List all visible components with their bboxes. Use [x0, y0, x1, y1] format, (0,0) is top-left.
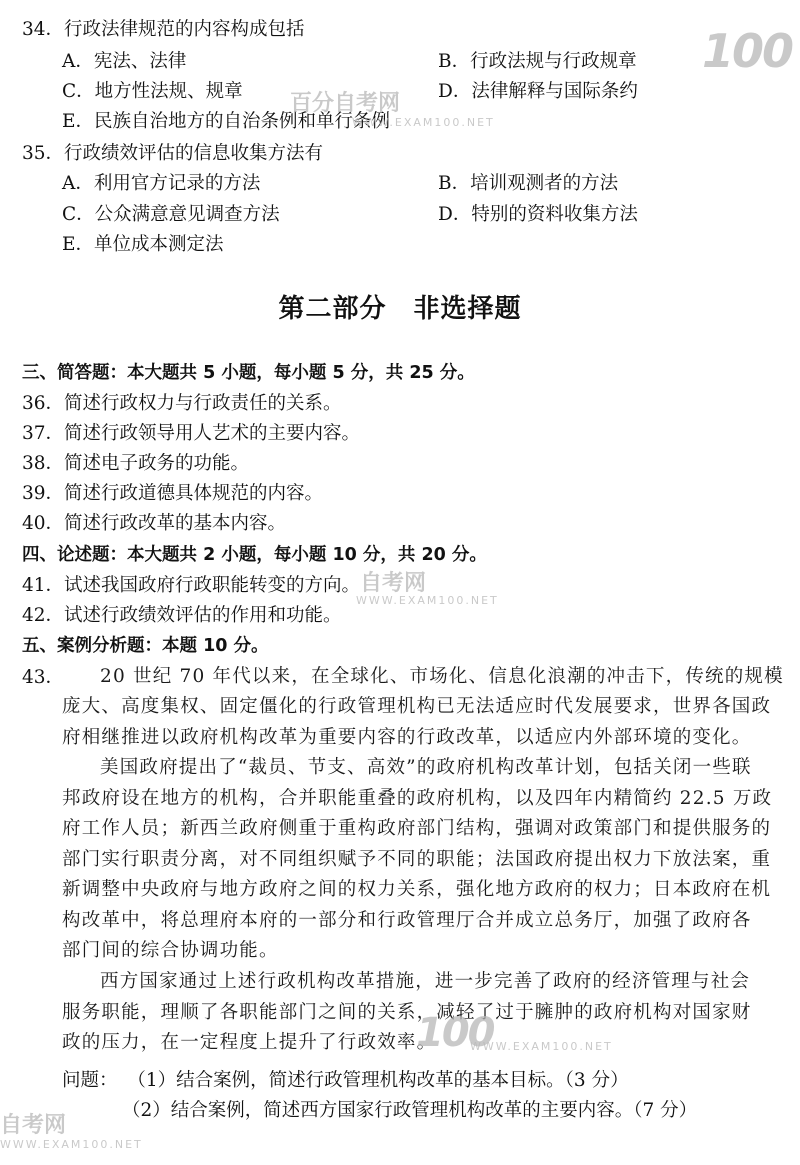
q43-p2-line: 新调整中央政府与地方政府之间的权力关系，强化地方政府的权力；日本政府在机: [62, 879, 772, 900]
q43-paragraph-3: [62, 967, 782, 1059]
q43-p2-line: 美国政府提出了“裁员、节支、高效”的政府机构改革计划，包括关闭一些联: [100, 757, 752, 778]
watermark-url: WWW.EXAM100.NET: [470, 1040, 613, 1053]
q43-paragraph-2: [62, 753, 782, 967]
q43-p1-line: 20 世纪 70 年代以来，在全球化、市场化、信息化浪潮的冲击下，传统的规模: [100, 666, 784, 687]
section4-header: 四、论述题：本大题共 2 小题，每小题 10 分，共 20 分。: [22, 545, 487, 565]
q43-question-label-row: [62, 1069, 629, 1093]
q35-option-a: A．利用官方记录的方法: [62, 173, 261, 194]
q34-option-c: C．地方性法规、规章: [62, 81, 243, 102]
q35-stem: 35．行政绩效评估的信息收集方法有: [22, 143, 324, 164]
q35-option-c: C．公众满意意见调查方法: [62, 204, 280, 225]
watermark-url: WWW.EXAM100.NET: [352, 116, 495, 129]
q43-paragraph-1-cont: [62, 692, 782, 753]
q43-p2-line: 部门间的综合协调功能。: [62, 940, 279, 961]
q42: 42．试述行政绩效评估的作用和功能。: [22, 605, 342, 626]
q43-ask-label: 问题：: [62, 1070, 118, 1091]
watermark-brand-full: 百分自考网: [290, 91, 401, 116]
q37: 37．简述行政领导用人艺术的主要内容。: [22, 423, 361, 444]
q41: 41．试述我国政府行政职能转变的方向。: [22, 575, 361, 596]
q39: 39．简述行政道德具体规范的内容。: [22, 483, 324, 504]
q38: 38．简述电子政务的功能。: [22, 453, 250, 474]
watermark-logo: 100: [416, 1010, 494, 1056]
q43-ask-1: （1）结合案例，简述行政管理机构改革的基本目标。（3 分）: [127, 1070, 629, 1091]
section5-header: 五、案例分析题：本题 10 分。: [22, 636, 269, 656]
q43-p2-line: 部门实行职责分离，对不同组织赋予不同的职能；法国政府提出权力下放法案，重: [62, 848, 772, 870]
q35-option-e: E．单位成本测定法: [62, 234, 224, 255]
q35-option-d: D．特别的资料收集方法: [438, 204, 638, 225]
q36: 36．简述行政权力与行政责任的关系。: [22, 393, 342, 414]
q34-stem: 34．行政法律规范的内容构成包括: [22, 19, 305, 40]
q43-p2-line: 构改革中，将总理府本府的一部分和行政管理厅合并成立总务厅，加强了政府各: [62, 909, 752, 931]
watermark-logo: 100: [702, 24, 793, 78]
watermark-url: WWW.EXAM100.NET: [356, 594, 499, 607]
q34-option-b: B．行政法规与行政规章: [438, 51, 637, 72]
q43-p3-line: 服务职能，理顺了各职能部门之间的关系，减轻了过于臃肿的政府机构对国家财: [62, 1001, 752, 1023]
q43-paragraph-1: [62, 662, 790, 693]
q34-option-e: E．民族自治地方的自治条例和单行条例: [62, 111, 391, 132]
q40: 40．简述行政改革的基本内容。: [22, 513, 287, 534]
q34-option-d: D．法律解释与国际条约: [438, 81, 638, 102]
watermark-brand: 自考网: [0, 1113, 67, 1138]
q35-option-b: B．培训观测者的方法: [438, 173, 619, 194]
q43-number: 43．: [22, 667, 65, 688]
part2-title: 第二部分 非选择题: [278, 294, 522, 324]
q43-p1-line: 庞大、高度集权、固定僵化的行政管理机构已无法适应时代发展要求，世界各国政: [62, 696, 772, 717]
q43-p1-line: 府相继推进以政府机构改革为重要内容的行政改革，以适应内外部环境的变化。: [62, 726, 752, 748]
q34-option-a: A．宪法、法律: [62, 51, 187, 72]
q43-p2-line: 府工作人员；新西兰政府侧重于重构政府部门结构，强调对政策部门和提供服务的: [62, 818, 772, 839]
q43-p3-line: 政的压力，在一定程度上提升了行政效率。: [62, 1032, 437, 1053]
q43-p2-line: 邦政府设在地方的机构，合并职能重叠的政府机构，以及四年内精简约 22.5 万政: [62, 787, 773, 809]
q43-ask-2: （2）结合案例，简述西方国家行政管理机构改革的主要内容。（7 分）: [122, 1100, 698, 1121]
watermark-url: WWW.EXAM100.NET: [0, 1138, 143, 1151]
section3-header: 三、简答题：本大题共 5 小题，每小题 5 分，共 25 分。: [22, 363, 475, 383]
q43-p3-line: 西方国家通过上述行政机构改革措施，进一步完善了政府的经济管理与社会: [100, 971, 751, 992]
watermark-brand: 自考网: [360, 571, 427, 596]
